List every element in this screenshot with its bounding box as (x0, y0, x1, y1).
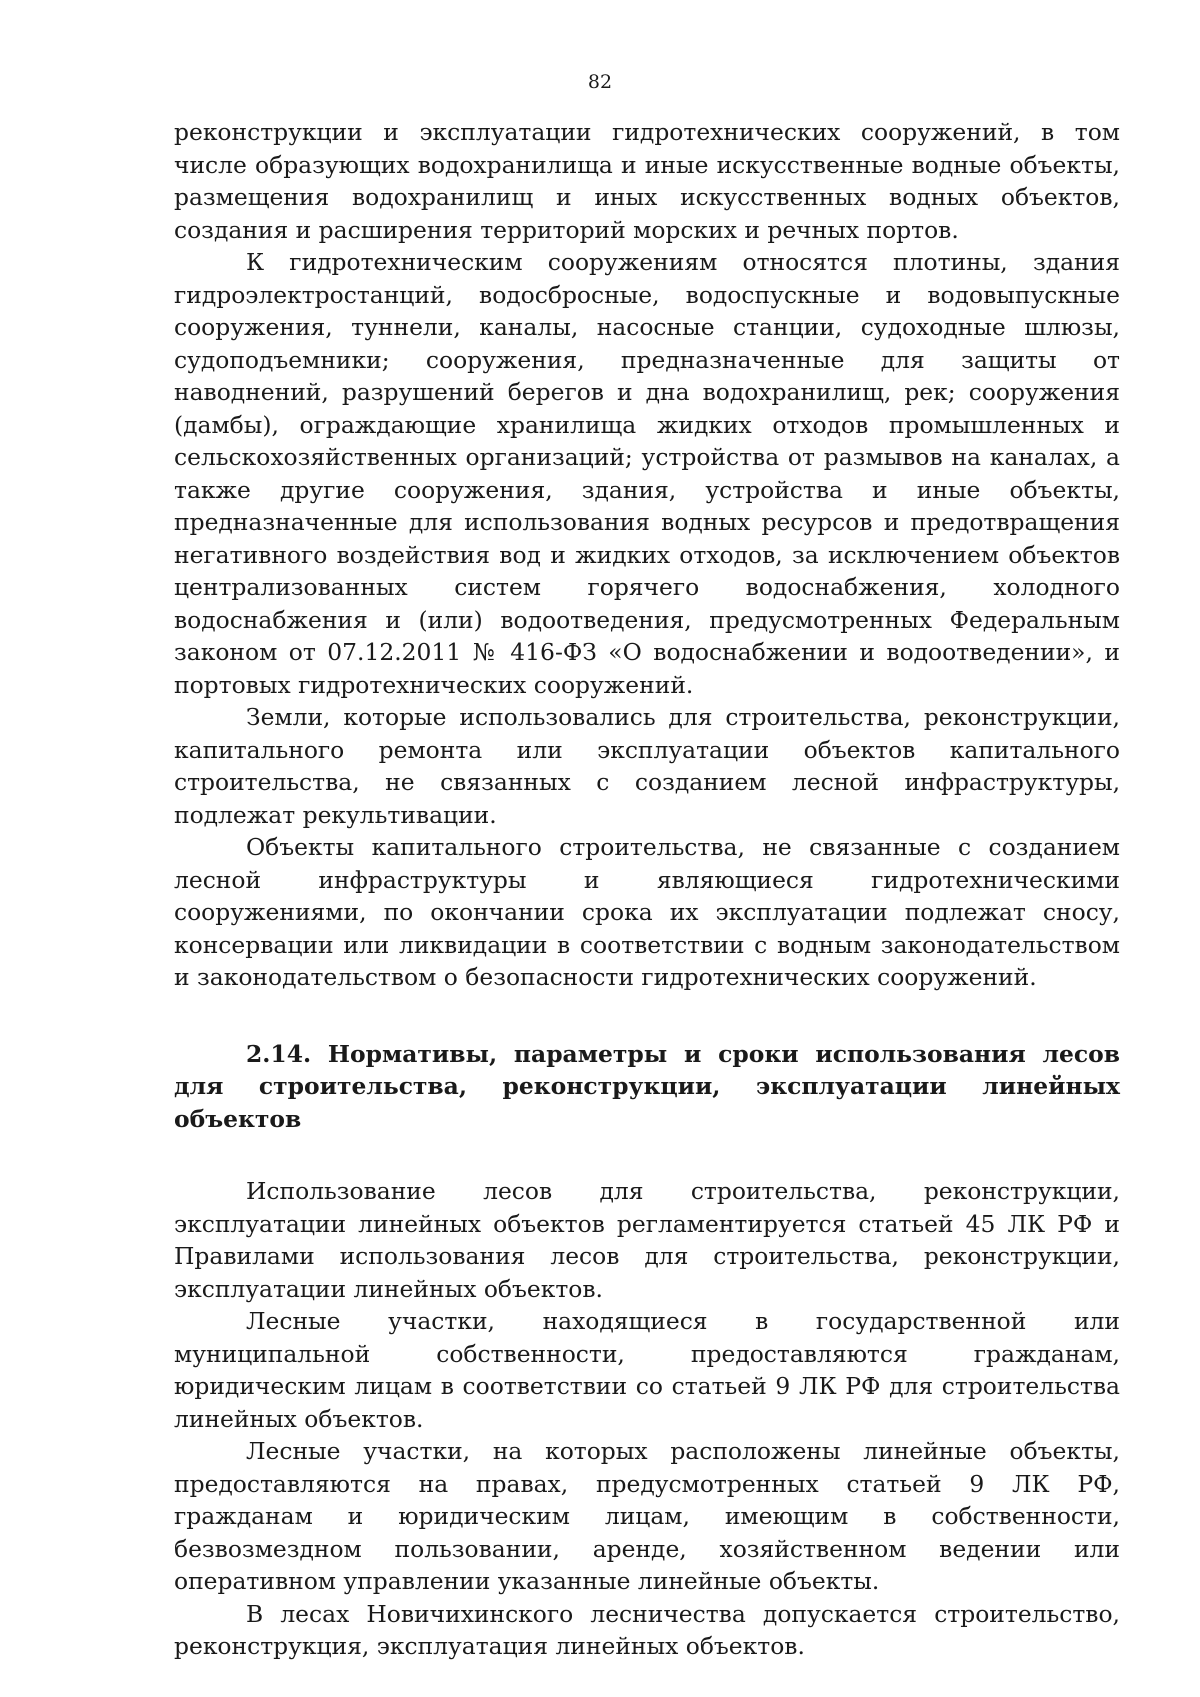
paragraph-forest-use: Использование лесов для строительства, реконструкции, эксплуатации линейных объектов регламентируется статьей 45 ЛК РФ и Правилами использования лесов для строительства, реконструкции, эксплуатации линейных объектов. (174, 1177, 1120, 1303)
paragraph-novichikha-forestry: В лесах Новичихинского лесничества допускается строительство, реконструкция, эксплуатация линейных объектов. (174, 1599, 1120, 1660)
paragraph-continuation: реконструкции и эксплуатации гидротехнических сооружений, в том числе образующих водохранилища и иные искусственные водные объекты, размещения водохранилищ и иных искусственных водных объектов, создания и расширения территорий морских и речных портов. (174, 118, 1120, 244)
paragraph-forest-plots: Лесные участки, находящиеся в государственной или муниципальной собственности, предоставляются гражданам, юридическим лицам в соответствии со статьей 9 ЛК РФ для строительства линейных объектов. (174, 1307, 1120, 1433)
paragraph-hydro-structures: К гидротехническим сооружениям относятся плотины, здания гидроэлектростанций, водосбросные, водоспускные и водовыпускные сооружения, туннели, каналы, насосные станции, судоходные шлюзы, судоподъемники; сооружения, предназначенные для защиты от наводнений, разрушений берегов и дна водохранилищ, рек; сооружения (дамбы), ограждающие хранилища жидких отходов промышленных и сельскохозяйственных организаций; устройства от размывов на каналах, а также другие сооружения, здания, устройства и иные объекты, предназначенные для использования водных ресурсов и предотвращения негативного воздействия вод и жидких отходов, за исключением объектов централизованных систем горячего водоснабжения, холодного водоснабжения и (или) водоотведения, предусмотренных Федеральным законом от 07.12.2011 № 416-ФЗ «О водоснабжении и водоотведении», и портовых гидротехнических сооружений. (174, 248, 1120, 699)
paragraph-land-recultivation: Земли, которые использовались для строительства, реконструкции, капитального ремонта или эксплуатации объектов капитального строительства, не связанных с созданием лесной инфраструктуры, подлежат рекультивации. (174, 703, 1120, 829)
section-heading: 2.14. Нормативы, параметры и сроки использования лесов для строительства, реконструкции, эксплуатации линейных объектов (174, 1039, 1120, 1133)
paragraph-capital-objects: Объекты капитального строительства, не связанные с созданием лесной инфраструктуры и являющиеся гидротехническими сооружениями, по окончании срока их эксплуатации подлежат сносу, консервации или ликвидации в соответствии с водным законодательством и законодательством о безопасности гидротехнических сооружений. (174, 833, 1120, 991)
document-body (174, 116, 1120, 1663)
paragraph-linear-objects-rights: Лесные участки, на которых расположены линейные объекты, предоставляются на правах, предусмотренных статьей 9 ЛК РФ, гражданам и юридическим лицам, имеющим в собственности, безвозмездном пользовании, аренде, хозяйственном ведении или оперативном управлении указанные линейные объекты. (174, 1437, 1120, 1595)
page-number: 82 (587, 71, 613, 93)
